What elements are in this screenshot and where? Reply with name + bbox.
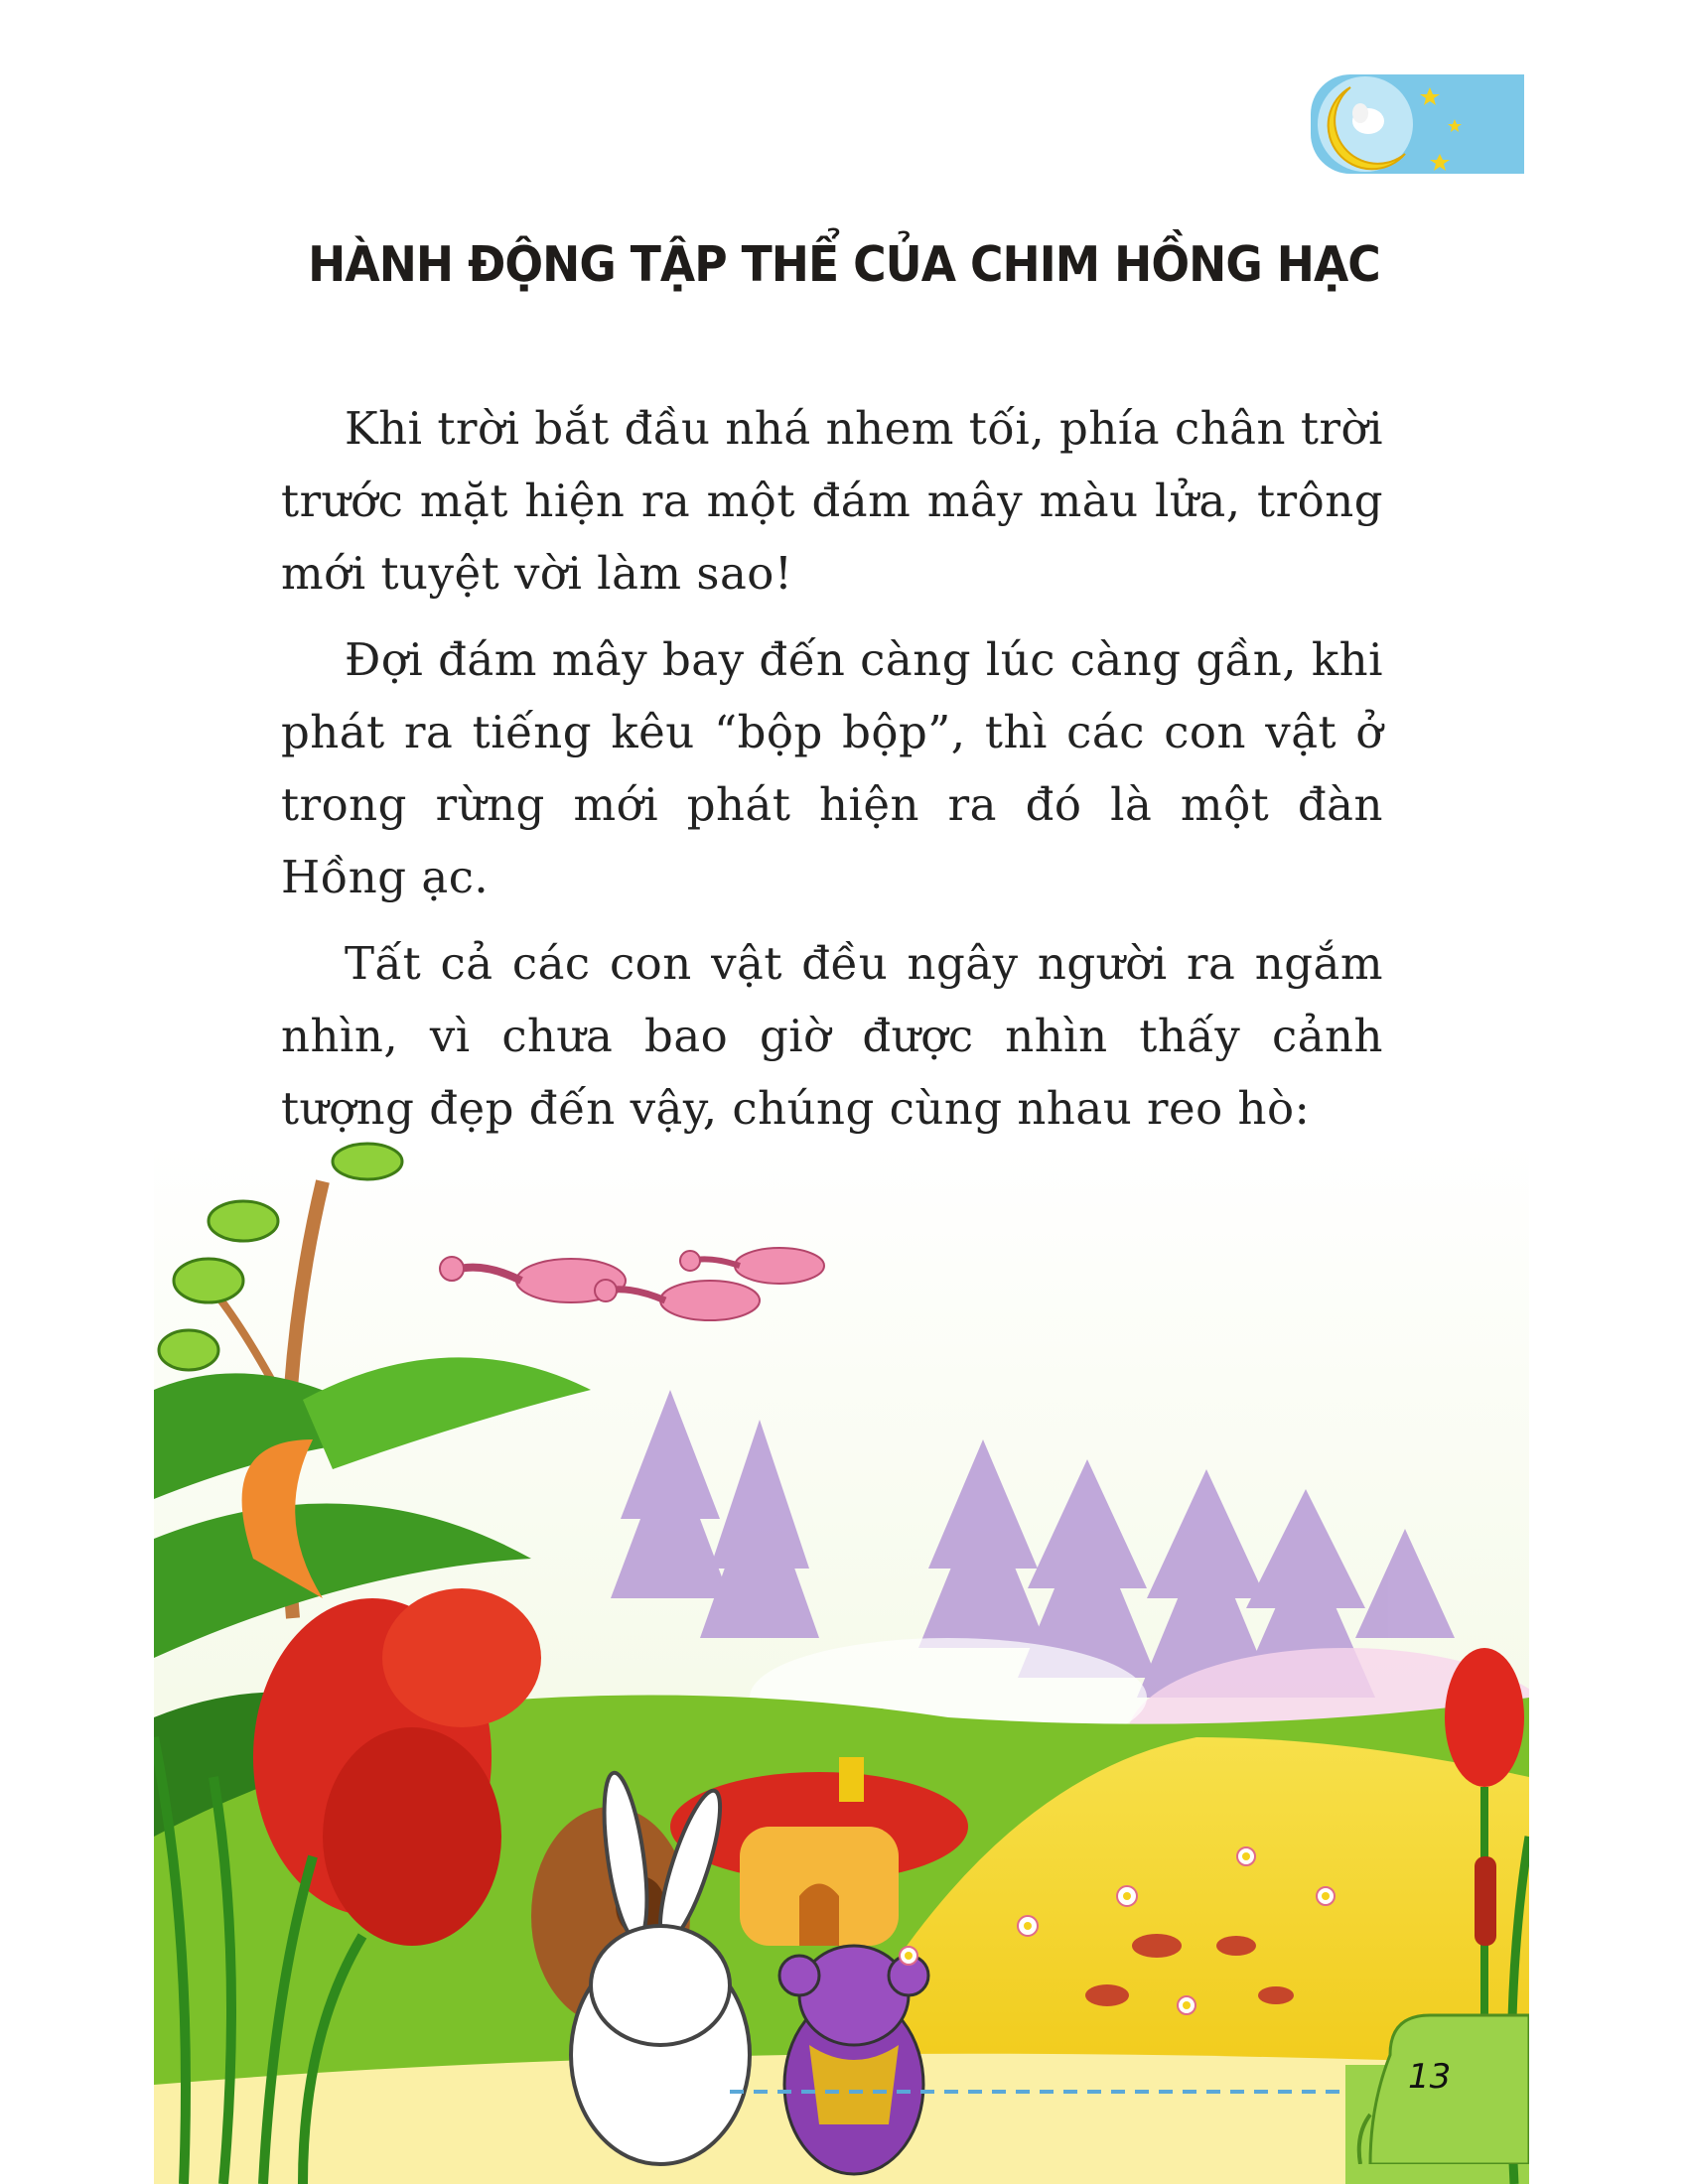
paragraph: Đợi đám mây bay đến càng lúc càng gần, khi phát ra tiếng kêu “bộp bộp”, thì các con vật ở trong rừng mới phát hiện ra đó là một đàn Hồng ạc. <box>281 633 1383 903</box>
forest-illustration <box>154 1142 1529 2184</box>
paragraph: Khi trời bắt đầu nhá nhem tối, phía chân trời trước mặt hiện ra một đám mây màu lửa, trông mới tuyệt vời làm sao! <box>281 402 1383 600</box>
page-title: HÀNH ĐỘNG TẬP THỂ CỦA CHIM HỒNG HẠC <box>308 236 1380 293</box>
page-number-tab <box>1350 1995 1529 2164</box>
paragraph: Tất cả các con vật đều ngây người ra ngắm nhìn, vì chưa bao giờ được nhìn thấy cảnh tượng đẹp đến vậy, chúng cùng nhau reo hò: <box>281 937 1383 1135</box>
page-number: 13 <box>1408 2057 1452 2097</box>
story-text <box>281 392 1383 1159</box>
moon-icon <box>1281 69 1524 189</box>
